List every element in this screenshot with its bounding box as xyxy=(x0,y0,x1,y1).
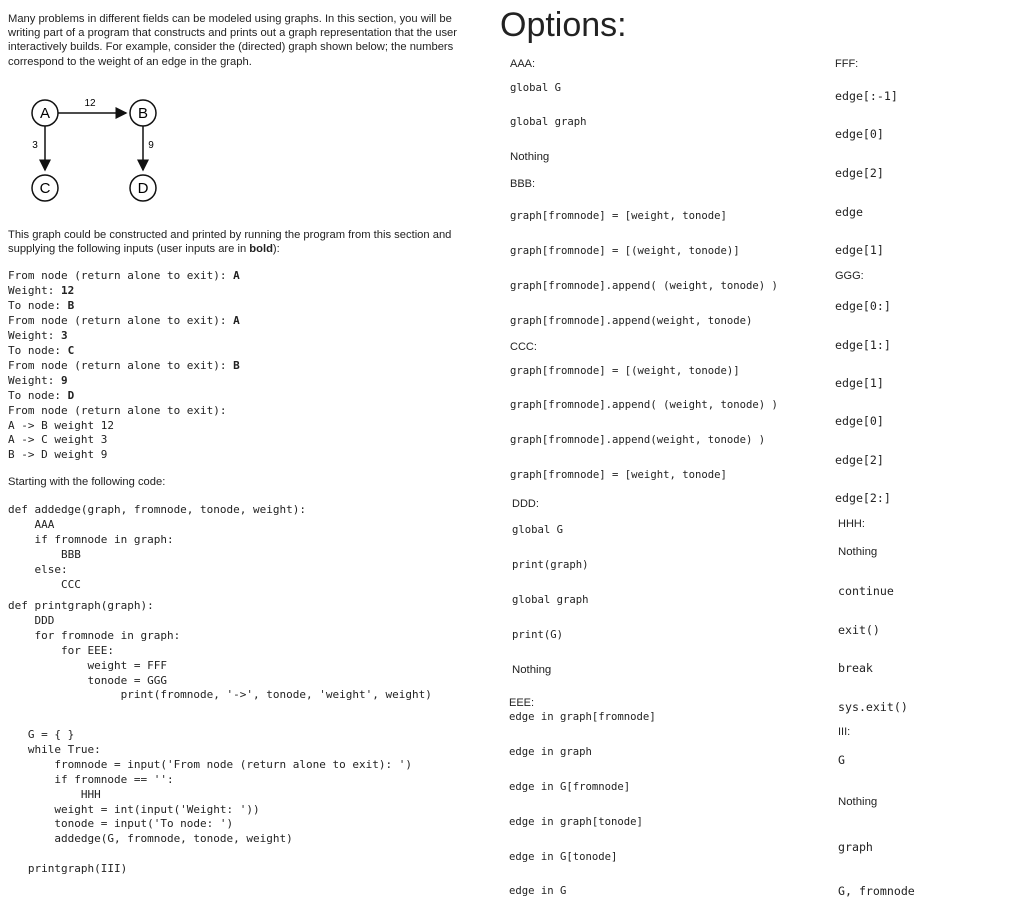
code-line: BBB xyxy=(8,547,81,561)
option-bbb[interactable]: graph[fromnode].append( (weight, tonode) ) xyxy=(510,280,778,292)
session-line: To node: D xyxy=(8,388,75,402)
session-line: From node (return alone to exit): xyxy=(8,403,227,417)
user-input: D xyxy=(67,388,75,402)
option-ddd[interactable]: global G xyxy=(512,524,564,536)
option-ddd[interactable]: print(G) xyxy=(512,629,564,641)
user-input: A xyxy=(233,269,240,282)
option-hhh[interactable]: continue xyxy=(838,584,894,598)
user-input: B xyxy=(233,358,240,372)
code-line: if fromnode in graph: xyxy=(8,532,174,546)
option-eee[interactable]: edge in graph xyxy=(509,746,592,758)
user-input: A xyxy=(233,313,240,327)
option-bbb[interactable]: graph[fromnode] = [(weight, tonode)] xyxy=(510,245,740,257)
node-c-label: C xyxy=(39,180,51,197)
starting-text: Starting with the following code: xyxy=(8,476,166,488)
option-hhh[interactable]: Nothing xyxy=(838,546,878,558)
option-ccc[interactable]: graph[fromnode] = [weight, tonode] xyxy=(510,469,727,481)
code-printgraph xyxy=(8,599,432,703)
option-eee[interactable]: edge in graph[fromnode] xyxy=(509,711,656,723)
option-fff[interactable]: edge[:-1] xyxy=(835,89,898,103)
edge-b-d-weight: 9 xyxy=(148,140,154,151)
code-line: for EEE: xyxy=(8,643,114,657)
construct-paragraph: This graph could be constructed and printed by running the program from this section and supplying the following inputs (user inputs are in bold): xyxy=(8,229,452,256)
option-group-label-aaa: AAA: xyxy=(510,58,536,70)
option-iii[interactable]: graph xyxy=(838,840,873,854)
option-fff[interactable]: edge xyxy=(835,205,863,219)
code-line: def addedge(graph, fromnode, tonode, weight): xyxy=(8,503,307,516)
option-iii[interactable]: G xyxy=(838,753,845,767)
option-group-label-ggg: GGG: xyxy=(835,270,864,282)
option-fff[interactable]: edge[1] xyxy=(835,243,884,257)
session-line: B -> D weight 9 xyxy=(8,448,108,462)
option-ggg[interactable]: edge[2:] xyxy=(835,491,891,505)
option-hhh[interactable]: exit() xyxy=(838,623,880,637)
option-hhh[interactable]: sys.exit() xyxy=(838,700,908,714)
option-group-label-ddd: DDD: xyxy=(512,498,539,510)
option-ddd[interactable]: Nothing xyxy=(512,664,552,676)
option-bbb[interactable]: graph[fromnode].append(weight, tonode) xyxy=(510,315,753,327)
code-addedge xyxy=(8,503,306,592)
option-ccc[interactable]: graph[fromnode] = [(weight, tonode)] xyxy=(510,365,740,377)
option-bbb[interactable]: graph[fromnode] = [weight, tonode] xyxy=(510,210,727,222)
code-line: else: xyxy=(8,562,68,576)
user-input: B xyxy=(67,298,75,312)
option-aaa[interactable]: global graph xyxy=(510,116,587,128)
edge-a-c-weight: 3 xyxy=(32,140,38,151)
option-group-label-eee: EEE: xyxy=(509,697,535,709)
code-line xyxy=(8,847,412,862)
option-group-label-ccc: CCC: xyxy=(510,341,537,353)
option-ggg[interactable]: edge[1:] xyxy=(835,338,891,352)
session-line: A -> B weight 12 xyxy=(8,418,114,432)
option-group-label-bbb: BBB: xyxy=(510,178,536,190)
option-ggg[interactable]: edge[0] xyxy=(835,414,884,428)
session-line: From node (return alone to exit): A xyxy=(8,313,240,327)
code-line: DDD xyxy=(8,613,55,627)
code-line: while True: xyxy=(8,742,101,756)
option-ggg[interactable]: edge[0:] xyxy=(835,299,891,313)
option-ccc[interactable]: graph[fromnode].append( (weight, tonode) ) xyxy=(510,399,778,411)
intro-paragraph: Many problems in different fields can be modeled using graphs. In this section, you will be writing part of a program that constructs and prints out a graph representation that the user interactively builds. For example, consider the (directed) graph shown below; the numbers correspond to the weight of an edge in the graph. xyxy=(8,13,457,68)
option-group-label-hhh: HHH: xyxy=(838,518,865,530)
option-aaa[interactable]: global G xyxy=(510,82,562,94)
option-iii[interactable]: G, fromnode xyxy=(838,884,915,898)
option-group-label-fff: FFF: xyxy=(835,58,859,70)
option-eee[interactable]: edge in graph[tonode] xyxy=(509,816,643,828)
node-d-label: D xyxy=(137,180,149,197)
option-ggg[interactable]: edge[1] xyxy=(835,376,884,390)
option-eee[interactable]: edge in G[fromnode] xyxy=(509,781,631,793)
session-line: From node (return alone to exit): A xyxy=(8,269,240,282)
session-line: From node (return alone to exit): B xyxy=(8,358,240,372)
session-transcript xyxy=(8,269,240,463)
node-b-label: B xyxy=(137,105,149,122)
session-line: To node: B xyxy=(8,298,75,312)
session-line: To node: C xyxy=(8,343,75,357)
node-a-label: A xyxy=(39,105,51,122)
session-line: Weight: 3 xyxy=(8,328,68,342)
option-ddd[interactable]: global graph xyxy=(512,594,589,606)
code-line: weight = int(input('Weight: ')) xyxy=(8,802,260,816)
option-hhh[interactable]: break xyxy=(838,661,873,675)
graph-diagram xyxy=(10,88,180,214)
option-eee[interactable]: edge in G[tonode] xyxy=(509,851,618,863)
code-line: AAA xyxy=(8,517,55,531)
code-main xyxy=(8,728,412,877)
session-line: Weight: 9 xyxy=(8,373,68,387)
code-line: fromnode = input('From node (return alone to exit): ') xyxy=(8,757,412,771)
code-line: if fromnode == '': xyxy=(8,772,174,786)
user-input: 3 xyxy=(60,328,68,342)
option-fff[interactable]: edge[2] xyxy=(835,166,884,180)
session-line: Weight: 12 xyxy=(8,283,75,297)
user-input: C xyxy=(67,343,75,357)
user-input: 12 xyxy=(60,283,75,297)
option-ddd[interactable]: print(graph) xyxy=(512,559,589,571)
option-ggg[interactable]: edge[2] xyxy=(835,453,884,467)
options-title: Options: xyxy=(500,6,627,44)
code-line: def printgraph(graph): xyxy=(8,599,154,612)
code-line: weight = FFF xyxy=(8,658,167,672)
edge-a-b-weight: 12 xyxy=(84,98,96,109)
code-line: G = { } xyxy=(8,728,75,741)
user-input: 9 xyxy=(60,373,68,387)
option-group-label-iii: III: xyxy=(838,726,851,738)
code-line: HHH xyxy=(8,787,101,801)
code-line: CCC xyxy=(8,577,81,591)
code-line: tonode = input('To node: ') xyxy=(8,817,234,831)
code-line: addedge(G, fromnode, tonode, weight) xyxy=(8,832,293,846)
code-line: printgraph(III) xyxy=(8,862,128,876)
option-eee[interactable]: edge in G xyxy=(509,885,567,897)
code-line: print(fromnode, '->', tonode, 'weight', weight) xyxy=(8,688,432,702)
option-iii[interactable]: Nothing xyxy=(838,796,878,808)
option-aaa[interactable]: Nothing xyxy=(510,151,550,163)
code-line: tonode = GGG xyxy=(8,673,167,687)
option-fff[interactable]: edge[0] xyxy=(835,127,884,141)
session-line: A -> C weight 3 xyxy=(8,433,108,447)
option-ccc[interactable]: graph[fromnode].append(weight, tonode) ) xyxy=(510,434,766,446)
code-line: for fromnode in graph: xyxy=(8,628,181,642)
